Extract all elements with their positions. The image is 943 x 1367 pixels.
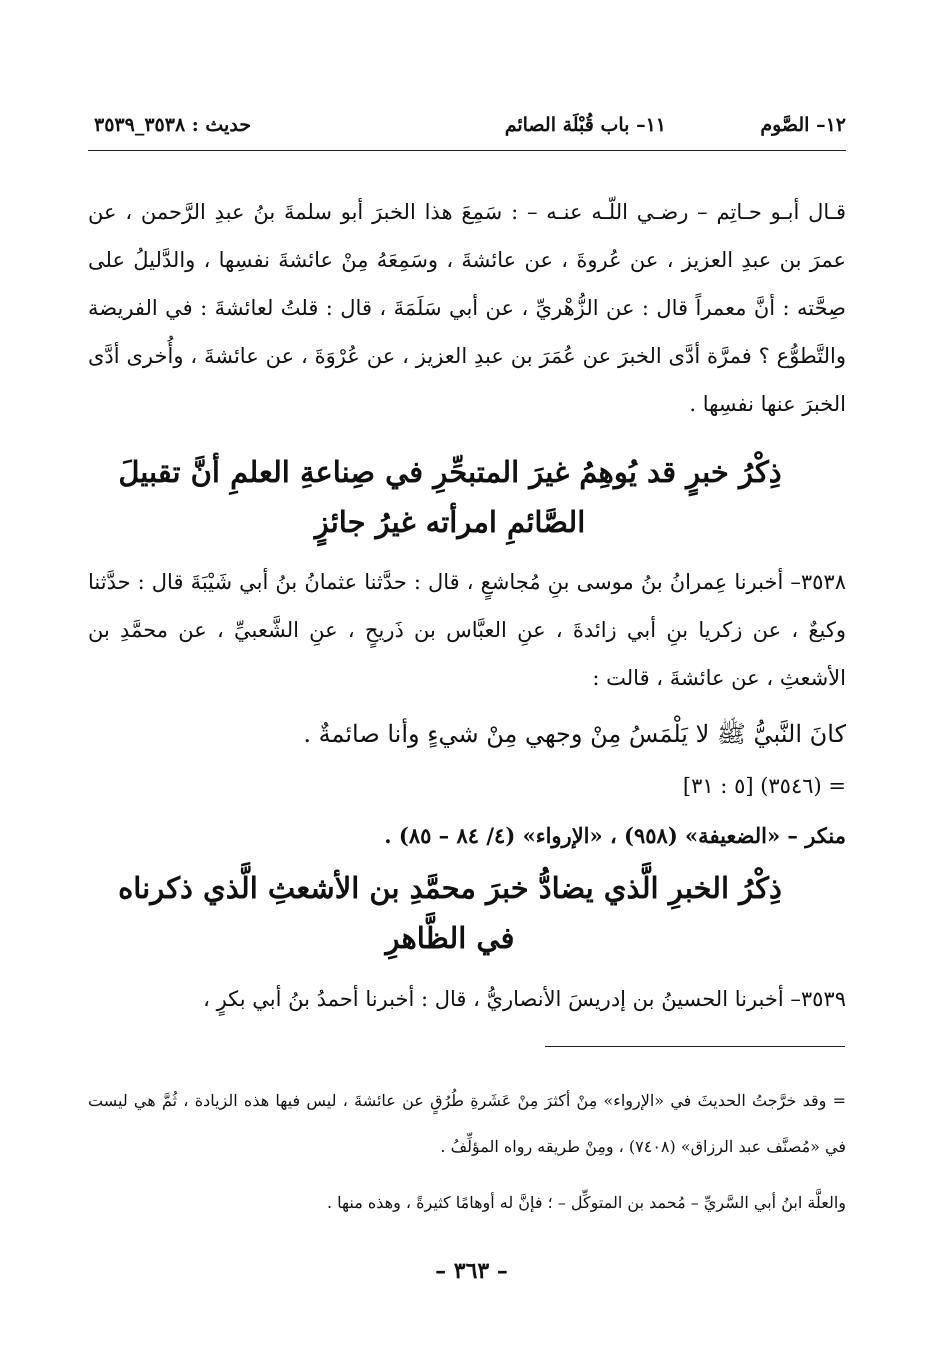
hadith-3538-grading: منكر – «الضعيفة» (٩٥٨) ، «الإرواء» (٤/ ٨٤ – ٨٥) . <box>384 823 846 848</box>
hadith-3538-chain: ٣٥٣٨– أخبرنا عِمرانُ بنُ موسى بنِ مُجاشعٍ ، قال : حدَّثنا عثمانُ بنُ أبي شَيْبَةَ قال : حدَّثنا وكيعٌ ، عن زكريا بنِ أبي زائدةَ ، عنِ العبَّاس بن ذَريحٍ ، عنِ الشَّعبيِّ ، عن محمَّدِ بن الأشعثِ ، عن عائشةَ ، قالت : <box>88 570 846 690</box>
hadith-3538-matn: كانَ النَّبيُّ ﷺ لا يَلْمَسُ مِنْ وجهي مِنْ شيءٍ وأنا صائمةٌ . <box>303 720 846 748</box>
section-heading-2 <box>100 863 800 963</box>
heading-2-line-1: ذِكْرُ الخبرِ الَّذي يضادُّ خبرَ محمَّدِ بن الأشعثِ الَّذي ذكرناه <box>118 871 782 905</box>
heading-1-line-2: الصَّائمِ امرأته غيرُ جائزٍ <box>314 505 586 539</box>
heading-1-line-1: ذِكْرُ خبرٍ قد يُوهِمُ غيرَ المتبحِّرِ في صِناعةِ العلمِ أنَّ تقبيلَ <box>118 455 782 489</box>
hadith-3538-cross-reference: = (٣٥٤٦) [٥ : ٣١] <box>682 774 846 798</box>
section-title: ١١– باب قُبْلَة الصائم <box>504 114 666 136</box>
chapter-title: ١٢– الصَّوم <box>760 114 846 136</box>
page-number: – ٣٦٣ – <box>435 1258 508 1284</box>
footnote-paragraph-1: = وقد خرَّجتُ الحديثَ في «الإرواء» مِنْ أكثرَ مِنْ عَشَرةِ طُرُقٍ عن عائشةَ ، ليس فيها هذه الزيادة ، ثُمَّ هي ليست في «مُصنَّف عبد الرزاق» (٧٤٠٨) ، ومِنْ طريقه رواه المؤلِّفُ . <box>88 1091 846 1156</box>
section-heading-1 <box>100 447 800 547</box>
intro-paragraph: قـال أبـو حـاتِم – رضـي اللّـه عنـه – : سَمِعَ هذا الخبرَ أبو سلمةَ بنُ عبدِ الرَّحمن ، عن عمرَ بن عبدِ العزيز ، عن عُروةَ ، عن عائشةَ ، وسَمِعَهُ مِنْ عائشةَ نفسِها ، والدَّليلُ على صِحَّته : أنَّ معمراً قال : عن الزُّهْريِّ ، عن أبي سَلَمَةَ ، قال : قلتُ لعائشةَ : في الفريضة والتَّطوُّع ؟ فمرَّة أدَّى الخبرَ عن عُمَرَ بن عبدِ العزيز ، عن عُرْوَةَ ، عن عائشةَ ، وأُخرى أدَّى الخبرَ عنها نفسِها . <box>88 200 846 416</box>
running-header <box>88 110 846 146</box>
hadith-3539-chain: ٣٥٣٩– أخبرنا الحسينُ بن إدريسَ الأنصاريُّ ، قال : أخبرنا أحمدُ بنُ أبي بكرٍ ، <box>203 987 846 1011</box>
hadith-range: حديث : ٣٥٣٨_٣٥٣٩ <box>94 114 252 136</box>
header-divider <box>88 150 846 151</box>
footnote-divider <box>545 1046 845 1047</box>
heading-2-line-2: في الظَّاهرِ <box>385 921 515 955</box>
footnote-paragraph-2: والعلَّة ابنُ أبي السَّريِّ – مُحمد بن المتوكِّل – ؛ فإنَّ له أوهامًا كثيرةً ، وهذه منها . <box>326 1193 846 1212</box>
